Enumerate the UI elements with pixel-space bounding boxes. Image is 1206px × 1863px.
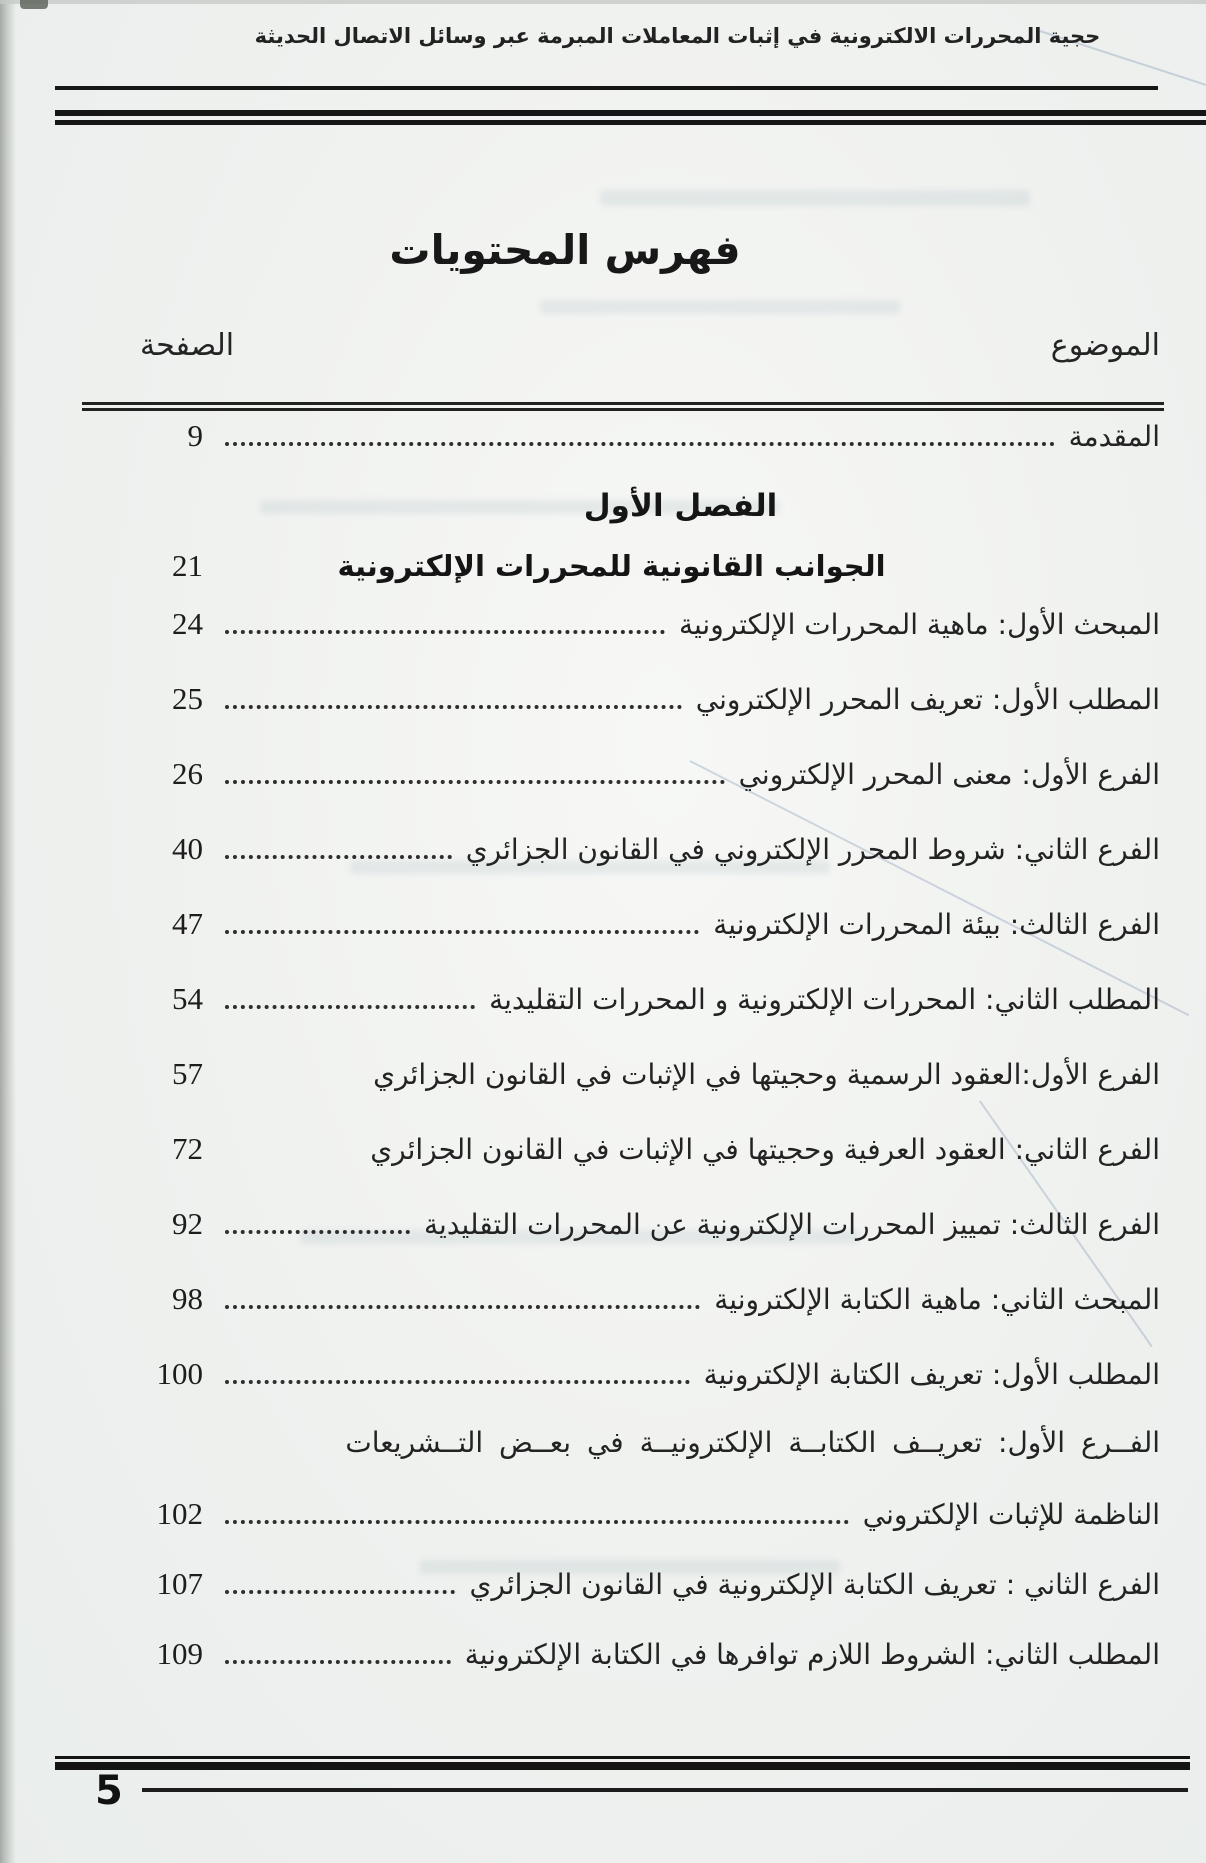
toc-row [85, 1206, 1160, 1281]
header-rule-thick [55, 110, 1206, 116]
toc-page-number: 100 [156, 1356, 203, 1391]
toc-entry-title: المطلب الثاني: المحررات الإلكترونية و المحررات التقليدية [489, 983, 1160, 1016]
footer-rule-thick [55, 1762, 1190, 1770]
toc-row [85, 1281, 1160, 1356]
bleedthrough-artifact [600, 190, 1030, 206]
toc-entry-title: الفرع الأول: معنى المحرر الإلكتروني [738, 758, 1160, 791]
header-rule-thick2 [55, 120, 1206, 125]
dot-leader [225, 1300, 700, 1309]
footer-folio-rule [142, 1788, 1188, 1792]
toc-entry-title: الناظمة للإثبات الإلكتروني [862, 1498, 1160, 1531]
dot-leader [225, 437, 1055, 446]
toc-page-number: 57 [172, 1056, 203, 1091]
toc-row [85, 418, 1160, 488]
toc-row [85, 1496, 1160, 1566]
toc-page-number: 9 [187, 418, 203, 453]
toc-page-number: 24 [172, 606, 203, 641]
column-header-page: الصفحة [140, 328, 235, 363]
toc-row [85, 681, 1160, 756]
toc-section-row [85, 548, 1160, 606]
toc-entry-title: الفرع الثاني : تعريف الكتابة الإلكترونية في القانون الجزائري [469, 1568, 1160, 1601]
toc-entry-title: المطلب الأول: تعريف المحرر الإلكتروني [695, 683, 1160, 716]
toc-row [85, 1566, 1160, 1636]
toc-row [85, 981, 1160, 1056]
toc-page-number: 98 [172, 1281, 203, 1316]
toc-row [85, 1426, 1160, 1496]
toc-entry-title: الفرع الثالث: تمييز المحررات الإلكترونية عن المحررات التقليدية [424, 1208, 1160, 1241]
toc-list [85, 418, 1160, 1706]
dot-leader [225, 1375, 690, 1384]
toc-page-number: 107 [156, 1566, 203, 1601]
toc-page-number: 92 [172, 1206, 203, 1241]
dot-leader [225, 700, 682, 709]
scan-edge-shadow-top [0, 0, 1206, 4]
dot-leader [225, 1655, 451, 1664]
toc-page-number: 21 [172, 548, 203, 583]
header-rule-thin [55, 86, 1158, 90]
toc-row [85, 831, 1160, 906]
toc-entry-title: المقدمة [1068, 420, 1160, 453]
dot-leader [225, 925, 699, 934]
toc-row [85, 1636, 1160, 1706]
toc-chapter-row [85, 488, 1160, 548]
toc-title: فهرس المحتويات [389, 226, 741, 274]
footer-rule-thin [55, 1756, 1190, 1759]
toc-row [85, 1131, 1160, 1206]
toc-entry-title: الفرع الثالث: بيئة المحررات الإلكترونية [713, 908, 1160, 941]
toc-row [85, 1356, 1160, 1426]
dot-leader [225, 625, 665, 634]
toc-row [85, 606, 1160, 681]
toc-row [85, 1056, 1160, 1131]
toc-entry-title: الفــرع الأول: تعريــف الكتابــة الإلكترونيــة في بعــض التــشريعات [345, 1426, 1160, 1459]
toc-column-headers [85, 328, 1160, 363]
toc-page-number: 102 [156, 1496, 203, 1531]
chapter-heading: الفصل الأول [583, 488, 778, 524]
columns-rule-bottom [82, 408, 1164, 411]
dot-leader [225, 775, 725, 784]
toc-entry-title: المبحث الثاني: ماهية الكتابة الإلكترونية [714, 1283, 1160, 1316]
dot-leader [225, 1225, 410, 1234]
running-header: حجية المحررات الالكترونية في إثبات المعاملات المبرمة عبر وسائل الاتصال الحديثة [254, 24, 1101, 48]
toc-page-number: 40 [172, 831, 203, 866]
toc-page-number: 25 [172, 681, 203, 716]
column-header-subject: الموضوع [1050, 328, 1160, 363]
toc-entry-title: المبحث الأول: ماهية المحررات الإلكترونية [678, 608, 1160, 641]
page-number-folio: 5 [95, 1768, 123, 1814]
dot-leader [225, 850, 452, 859]
toc-page-number: 54 [172, 981, 203, 1016]
toc-entry-title: المطلب الثاني: الشروط اللازم توافرها في الكتابة الإلكترونية [464, 1638, 1160, 1671]
toc-page-number: 72 [172, 1131, 203, 1166]
toc-entry-title: الفرع الأول:العقود الرسمية وحجيتها في الإثبات في القانون الجزائري [373, 1058, 1160, 1091]
bleedthrough-artifact [540, 300, 900, 314]
dot-leader [225, 1585, 455, 1594]
toc-page-number: 26 [172, 756, 203, 791]
dot-leader [225, 1000, 475, 1009]
dot-leader [225, 1515, 849, 1524]
scan-corner-mark [20, 0, 48, 9]
section-heading: الجوانب القانونية للمحررات الإلكترونية [337, 549, 886, 583]
toc-entry-title: الفرع الثاني: العقود العرفية وحجيتها في الإثبات في القانون الجزائري [370, 1133, 1160, 1166]
scan-edge-shadow [0, 0, 16, 1863]
toc-entry-title: المطلب الأول: تعريف الكتابة الإلكترونية [703, 1358, 1160, 1391]
toc-row [85, 906, 1160, 981]
toc-page-number: 109 [156, 1636, 203, 1671]
toc-page-number: 47 [172, 906, 203, 941]
toc-row [85, 756, 1160, 831]
toc-entry-title: الفرع الثاني: شروط المحرر الإلكتروني في القانون الجزائري [465, 833, 1160, 866]
columns-rule-top [82, 402, 1164, 405]
